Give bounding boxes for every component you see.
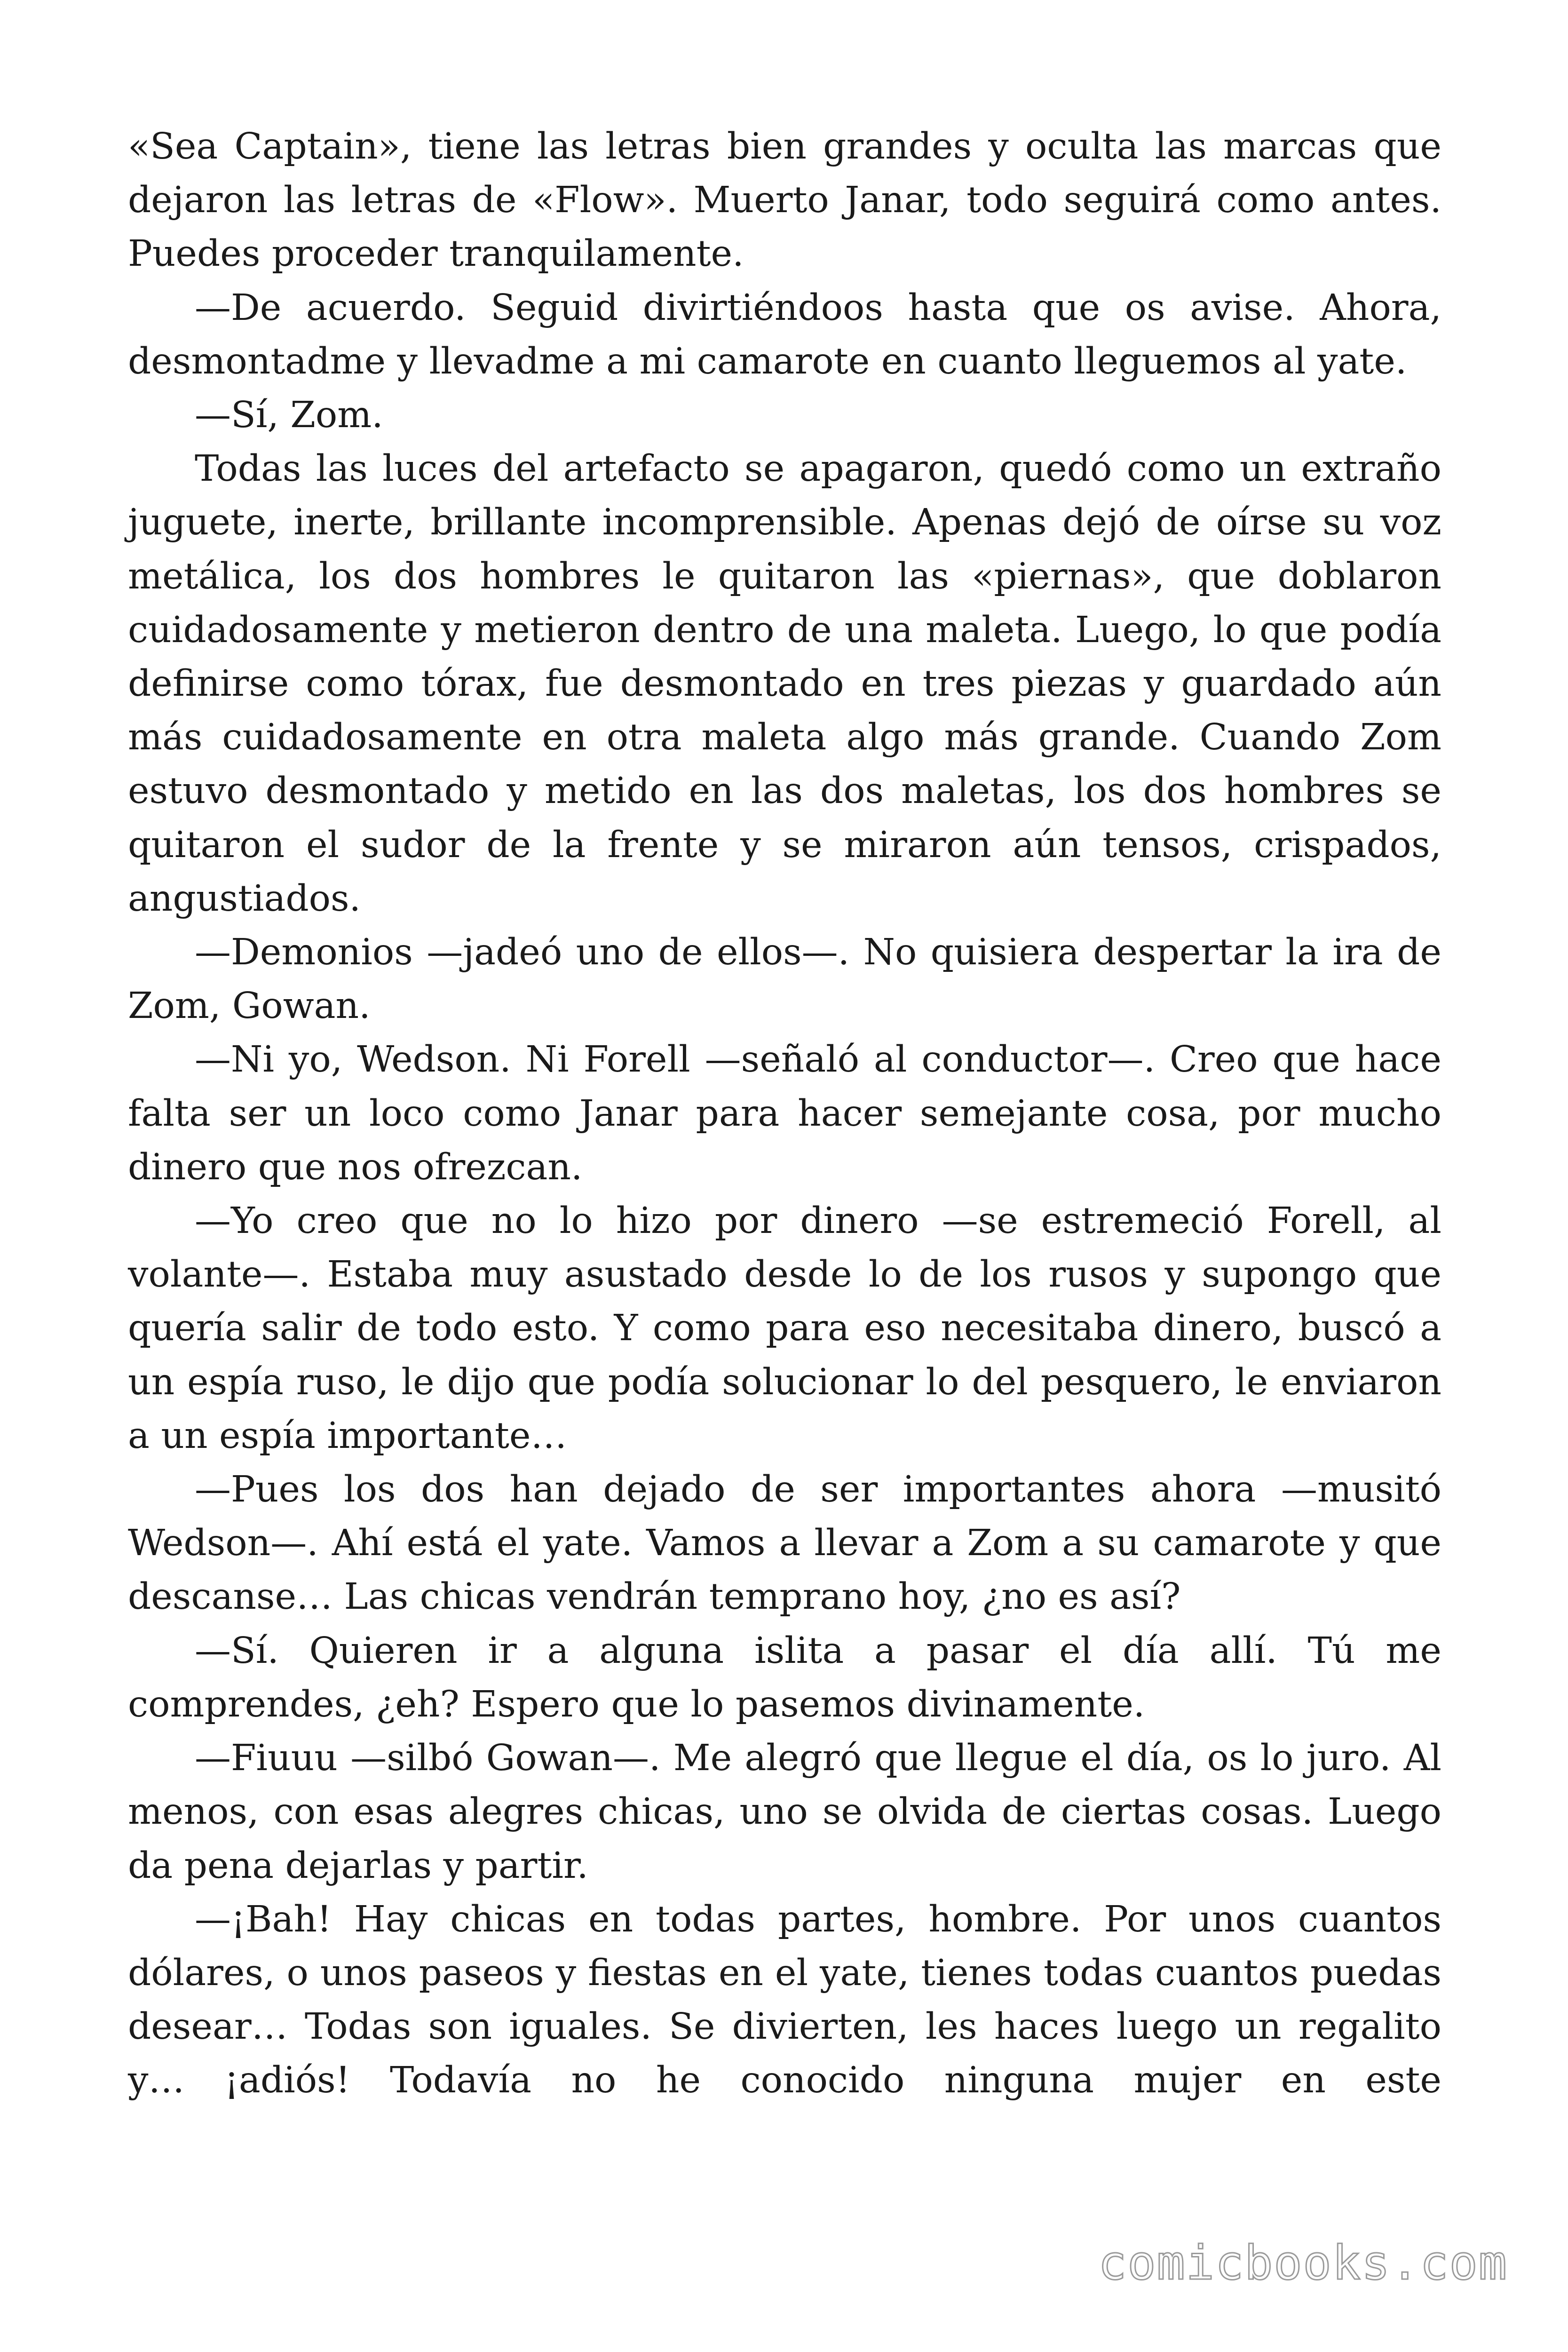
paragraph-3: —Sí, Zom. [195, 394, 383, 437]
paragraph-1: «Sea Captain», tiene las letras bien grandes y oculta las marcas que dejaron las letras de «Flow». Muerto Janar, todo seguirá como antes. Puedes proceder tranquilamente. [128, 126, 1441, 275]
paragraph-9: —Sí. Quieren ir a alguna islita a pasar el día allí. Tú me comprendes, ¿eh? Espero que lo pasemos divinamente. [128, 1629, 1441, 1725]
paragraph-5: —Demonios —jadeó uno de ellos—. No quisiera despertar la ira de Zom, Gowan. [128, 931, 1441, 1027]
watermark-text: comicbooks.com [1098, 2235, 1508, 2290]
paragraph-6: —Ni yo, Wedson. Ni Forell —señaló al conductor—. Creo que hace falta ser un loco como Janar para hacer semejante cosa, por mucho dinero que nos ofrezcan. [128, 1039, 1441, 1188]
paragraph-10: —Fiuuu —silbó Gowan—. Me alegró que llegue el día, os lo juro. Al menos, con esas alegres chicas, uno se olvida de ciertas cosas. Luego da pena dejarlas y partir. [128, 1737, 1441, 1887]
paragraph-2: —De acuerdo. Seguid divirtiéndoos hasta que os avise. Ahora, desmontadme y llevadme a mi camarote en cuanto lleguemos al yate. [128, 286, 1441, 382]
paragraph-11: —¡Bah! Hay chicas en todas partes, hombre. Por unos cuantos dólares, o unos paseos y fiestas en el yate, tienes todas cuantos puedas desear… Todas son iguales. Se divierten, les haces luego un regalito y… ¡adiós! Todavía no he conocido ninguna mujer en este [128, 1898, 1441, 2102]
book-page-text [128, 120, 1441, 2108]
paragraph-4: Todas las luces del artefacto se apagaron, quedó como un extraño juguete, inerte, brillante incomprensible. Apenas dejó de oírse su voz metálica, los dos hombres le quitaron las «piernas», que doblaron cuidadosamente y metieron dentro de una maleta. Luego, lo que podía definirse como tórax, fue desmontado en tres piezas y guardado aún más cuidadosamente en otra maleta algo más grande. Cuando Zom estuvo desmontado y metido en las dos maletas, los dos hombres se quitaron el sudor de la frente y se miraron aún tensos, crispados, angustiados. [128, 448, 1441, 920]
paragraph-8: —Pues los dos han dejado de ser importantes ahora —musitó Wedson—. Ahí está el yate. Vamos a llevar a Zom a su camarote y que descanse… Las chicas vendrán temprano hoy, ¿no es así? [128, 1469, 1441, 1618]
paragraph-7: —Yo creo que no lo hizo por dinero —se estremeció Forell, al volante—. Estaba muy asustado desde lo de los rusos y supongo que quería salir de todo esto. Y como para eso necesitaba dinero, buscó a un espía ruso, le dijo que podía solucionar lo del pesquero, le enviaron a un espía importante… [128, 1200, 1441, 1457]
